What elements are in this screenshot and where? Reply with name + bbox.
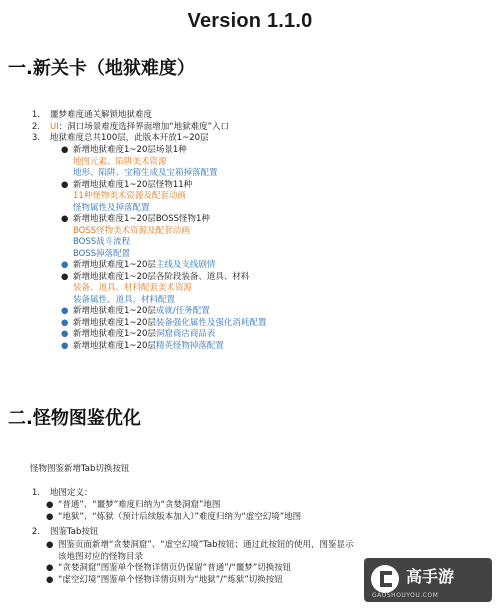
bullet-item <box>61 340 266 353</box>
bullet-icon: ● <box>61 340 69 351</box>
bullet-item <box>46 511 302 524</box>
bullet-text-highlight: 装备强化属性及强化消耗配置 <box>155 317 267 328</box>
bullet-item <box>61 329 266 341</box>
numbered-item <box>31 121 230 134</box>
section1-numbered-list <box>31 110 230 145</box>
section-heading-monster-guide: 二.怪物图鉴优化 <box>8 408 141 429</box>
bullet-text: 新增地狱难度1~20层 <box>73 306 156 316</box>
item-number: 1. <box>31 488 40 498</box>
item-text: 地狱难度总共100层，此版本开放1~20层 <box>50 133 209 143</box>
bullet-item <box>46 563 354 575</box>
sub-item: 装备、道具、材料配套美术资源 <box>73 283 193 293</box>
watermark-text: 高手游 <box>406 567 455 586</box>
item-text: 噩梦难度通关解锁地狱难度 <box>50 110 153 120</box>
bullet-text: 新增地狱难度1~20层怪物11种 <box>73 179 193 190</box>
bullet-text: 新增地狱难度1~20层各阶段装备、道具、材料 <box>73 271 250 282</box>
bullet-icon: ● <box>46 511 54 522</box>
bullet-text: 该地图对应的怪物目录 <box>58 551 144 562</box>
bullet-icon: ● <box>61 179 69 190</box>
sub-item: BOSS掉落配置 <box>73 248 131 259</box>
section2-bullet-list-2 <box>46 540 354 586</box>
bullet-text-highlight: 成就/任务配置 <box>155 306 210 316</box>
bullet-icon: ● <box>46 563 54 573</box>
bullet-text: “普通”、“噩梦”难度归纳为“贪婪洞窟”地图 <box>58 500 221 510</box>
numbered-item <box>31 488 93 500</box>
sub-item: BOSS战斗流程 <box>73 237 131 247</box>
bullet-item <box>61 260 266 272</box>
item-text: 图鉴Tab按钮 <box>50 527 99 537</box>
bullet-text-highlight: 洞窟商店商品表 <box>155 329 216 339</box>
site-watermark <box>364 558 492 602</box>
bullet-text-highlight: 精英怪物掉落配置 <box>155 340 224 351</box>
document-title: Version 1.1.0 <box>187 10 313 32</box>
tab-feature-line: 怪物图鉴新增Tab切换按钮 <box>30 464 130 474</box>
bullet-item <box>61 214 266 260</box>
sub-item: 怪物属性及掉落配置 <box>73 202 150 213</box>
bullet-text-highlight: 主线及支线剧情 <box>155 260 216 270</box>
bullet-icon: ● <box>61 271 69 282</box>
item-label-ui: UI <box>50 121 59 132</box>
sub-item: BOSS怪物美术资源及配套动画 <box>73 225 190 236</box>
bullet-icon: ● <box>61 260 69 270</box>
section2-bullet-list-1 <box>46 500 302 523</box>
item-number: 3. <box>31 133 40 143</box>
bullet-text: 新增地狱难度1~20层 <box>73 260 156 270</box>
numbered-item <box>31 110 229 122</box>
bullet-text: “地狱”、“炼狱（预计后续版本加入）”难度归纳为“虚空幻境”地图 <box>58 511 302 522</box>
bullet-text: 新增地狱难度1~20层 <box>73 329 156 339</box>
bullet-icon: ● <box>61 145 69 155</box>
bullet-item <box>61 306 266 318</box>
section2-numbered-list <box>31 488 93 500</box>
bullet-item <box>61 317 267 330</box>
sub-item: 装备属性、道具、材料配置 <box>73 294 176 305</box>
item-number: 2. <box>31 527 40 537</box>
numbered-item <box>31 527 99 539</box>
bullet-icon: ● <box>61 214 69 224</box>
bullet-text: 新增地狱难度1~20层BOSS怪物1种 <box>73 214 210 224</box>
bullet-icon: ● <box>46 540 54 550</box>
bullet-item <box>46 500 301 512</box>
section1-bullet-list <box>61 145 267 352</box>
sub-item: 地形、陷阱、宝箱生成及宝箱掉落配置 <box>73 168 218 178</box>
bullet-text: “贪婪洞窟”图鉴单个怪物详情页仍保留“普通”/“噩梦”切换按钮 <box>58 563 292 573</box>
bullet-text: 新增地狱难度1~20层 <box>73 317 156 328</box>
bullet-item <box>46 540 354 552</box>
bullet-icon: ● <box>61 317 69 328</box>
bullet-text: “虚空幻境”图鉴单个怪物详情页则为“地狱”/“炼狱”切换按钮 <box>58 574 283 585</box>
bullet-icon: ● <box>46 574 54 585</box>
sub-item: 地图元素、陷阱美术资源 <box>73 156 167 167</box>
section-heading-new-stage: 一.新关卡（地狱难度） <box>8 58 195 79</box>
item-number: 1. <box>31 110 40 120</box>
bullet-item-continuation <box>58 552 354 564</box>
bullet-icon: ● <box>61 329 69 339</box>
bullet-item <box>46 574 354 587</box>
item-number: 2. <box>31 121 40 132</box>
bullet-item <box>61 145 266 180</box>
logo-icon <box>371 565 399 593</box>
watermark-url: GAOSHOUYOU.COM <box>372 592 439 599</box>
bullet-icon: ● <box>46 500 54 510</box>
section2-numbered-list-2 <box>31 527 99 539</box>
bullet-item <box>61 271 266 307</box>
item-text: 地图定义： <box>50 488 93 498</box>
item-text: ：洞口场景难度选择界面增加“地狱难度”入口 <box>58 121 230 132</box>
bullet-text: 新增地狱难度1~20层场景1种 <box>73 145 187 155</box>
bullet-item <box>61 179 266 215</box>
bullet-text: 图鉴页面新增“贪婪洞窟”、“虚空幻境”Tab按钮；通过此按钮的使用，图鉴显示 <box>58 540 354 550</box>
numbered-item <box>31 133 229 145</box>
bullet-icon: ● <box>61 306 69 316</box>
sub-item: 11种怪物美术资源及配套动画 <box>73 191 186 201</box>
bullet-text: 新增地狱难度1~20层 <box>73 340 156 351</box>
